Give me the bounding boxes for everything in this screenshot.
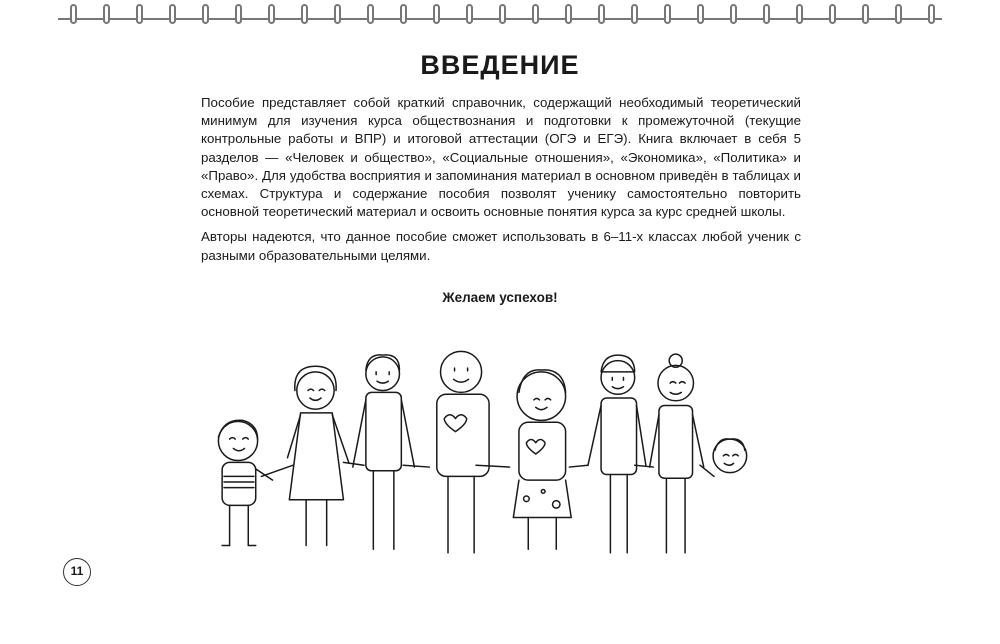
binder-ring [169,4,176,24]
binder-ring [565,4,572,24]
binder-ring [895,4,902,24]
person-woman [287,366,349,545]
binder-ring [730,4,737,24]
binder-ring [103,4,110,24]
binder-ring [763,4,770,24]
page-title: ВВЕДЕНИЕ [420,50,580,80]
binder-ring [862,4,869,24]
binder-ring [532,4,539,24]
binder-ring [697,4,704,24]
binder-ring [136,4,143,24]
intro-text [201,94,801,272]
binder-ring [631,4,638,24]
binder-ring [664,4,671,24]
intro-paragraph-2: Авторы надеются, что данное пособие сможет использовать в 6–11-х классах любой ученик с разными образовательными целями. [201,229,801,263]
binder-ring [928,4,935,24]
person-man-heart [437,351,489,553]
page-number: 11 [63,558,91,586]
binder-ring [202,4,209,24]
family-holding-hands-icon [196,338,756,570]
binder-ring [829,4,836,24]
binder-ring [598,4,605,24]
person-man-cap [588,355,646,553]
spiral-binding [0,0,1000,30]
binder-ring [70,4,77,24]
binder-ring [235,4,242,24]
binder-ring [499,4,506,24]
binder-ring [301,4,308,24]
person-man [353,355,415,549]
binder-ring [268,4,275,24]
person-child-boy [713,439,747,473]
binder-ring [334,4,341,24]
person-child-girl [218,420,272,545]
binder-ring [466,4,473,24]
binder-ring [796,4,803,24]
binder-ring [433,4,440,24]
person-woman-heart [513,370,571,549]
intro-paragraph-1: Пособие представляет собой краткий справочник, содержащий необходимый теоретический минимум для изучения курса обществознания и подготовки к промежуточной (текущие контрольные работы и ВПР) и итоговой аттестации (ОГЭ и ЕГЭ). Книга включает в себя 5 разделов — «Человек и общество», «Социальные отношения», «Экономика», «Политика» и «Право». Для удобства восприятия и запоминания материал в основном приведён в таблицах и схемах. Структура и содержание пособия позволят ученику самостоятельно повторить основной теоретический материал и освоить основные понятия курса за курс средней школы. [201,95,801,220]
binder-ring [400,4,407,24]
person-woman-bun [650,354,704,553]
binder-ring [367,4,374,24]
closing-wish: Желаем успехов! [442,290,558,305]
